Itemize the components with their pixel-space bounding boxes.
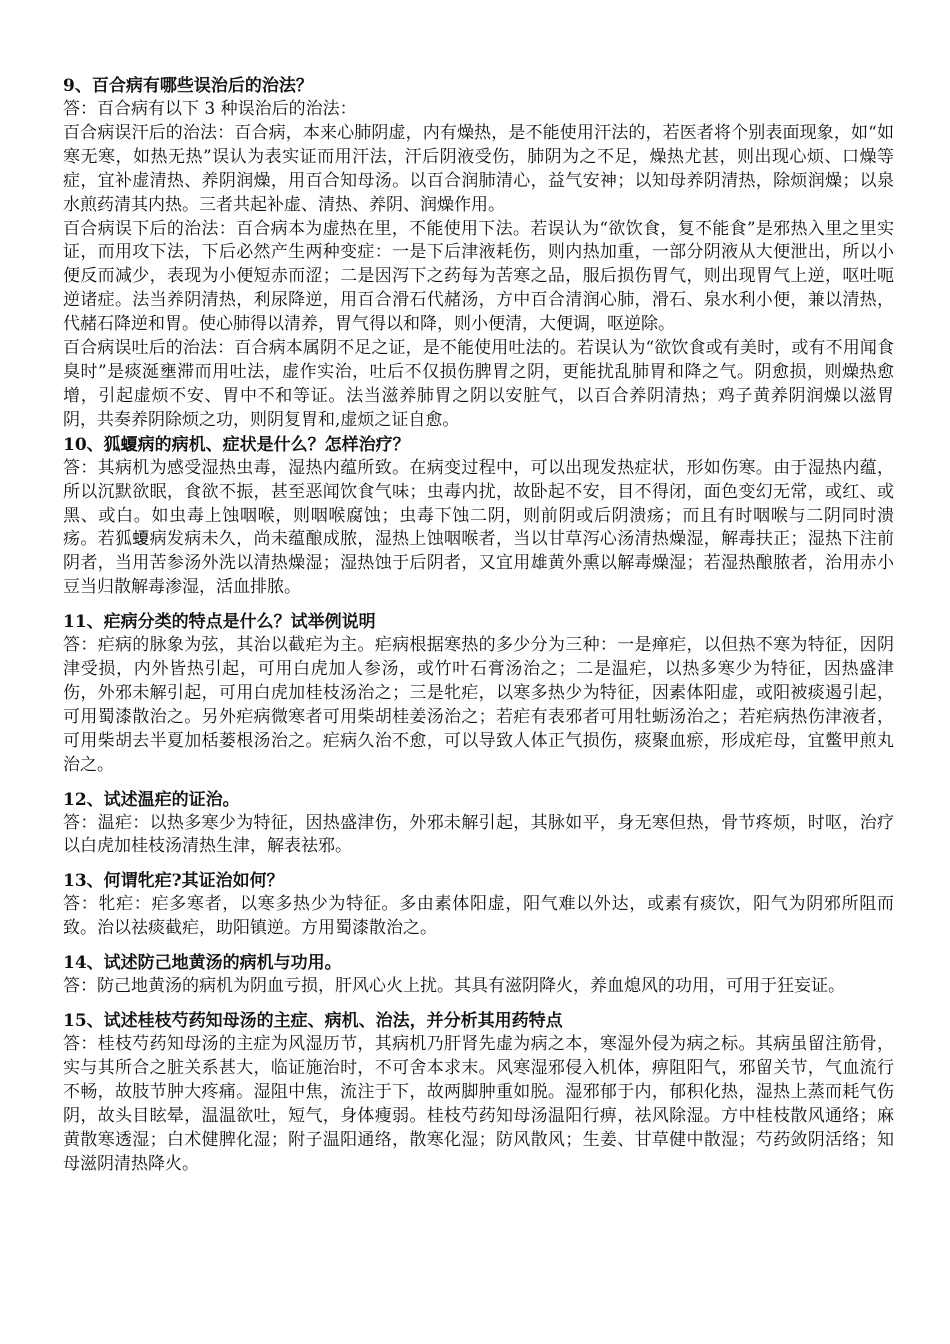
answer-paragraph: 答：温疟：以热多寒少为特征，因热盛津伤，外邪未解引起，其脉如平，身无寒但热，骨节疼烦，时呕，治疗以白虎加桂枝汤清热生津，解表祛邪。: [63, 812, 894, 857]
question-heading: 11、疟病分类的特点是什么？试举例说明: [63, 612, 376, 633]
question-heading: 14、试述防己地黄汤的病机与功用。: [63, 953, 342, 974]
answer-paragraph: 百合病误吐后的治法：百合病本属阴不足之证，是不能使用吐法的。若误认为“欲饮食或有美时，或有不用闻食臭时”是痰涎壅滞而用吐法，虚作实治，吐后不仅损伤脾胃之阴，更能扰乱肺胃和降之气。阴愈损，则燥热愈增，引起虚烦不安、胃中不和等证。法当滋养肺胃之阴以安脏气，以百合养阴清热；鸡子黄养阴润燥以滋胃阴，共奏养阴除烦之功，则阴复胃和,虚烦之证自愈。: [63, 338, 894, 430]
answer-paragraph: 答：桂枝芍药知母汤的主症为风湿历节，其病机乃肝肾先虚为病之本，寒湿外侵为病之标。其病虽留注筋骨，实与其所合之脏关系甚大，临证施治时，不可舍本求末。风寒湿邪侵入机体，痹阻阳气，邪留关节，气血流行不畅，故肢节肿大疼痛。湿阻中焦，流注于下，故两脚肿重如脱。湿邪郁于内，郁积化热，湿热上蒸而耗气伤阴，故头目眩晕，温温欲吐，短气，身体瘦弱。桂枝芍药知母汤温阳行痹，祛风除湿。方中桂枝散风通络；麻黄散寒透湿；白术健脾化湿；附子温阳通络，散寒化湿；防风散风；生姜、甘草健中散湿；芍药敛阴活络；知母滋阴清热降火。: [63, 1034, 894, 1174]
qa-section-14: [63, 951, 894, 999]
answer-paragraph: 答：牝疟：疟多寒者，以寒多热少为特征。多由素体阳虚，阳气难以外达，或素有痰饮，阳气为阴邪所阻而致。治以祛痰截疟，助阳镇逆。方用蜀漆散治之。: [63, 894, 894, 939]
answer-paragraph: 百合病误汗后的治法：百合病，本来心肺阴虚，内有燥热，是不能使用汗法的，若医者将个别表面现象，如“如寒无寒，如热无热”误认为表实证而用汗法，汗后阴液受伤，肺阴为之不足，燥热尤甚，则出现心烦、口燥等症，宜补虚清热、养阴润燥，用百合知母汤。以百合润肺清心，益气安神；以知母养阴清热，除烦润燥；以泉水煎药清其内热。三者共起补虚、清热、养阴、润燥作用。: [63, 122, 894, 215]
answer-paragraph: 百合病误下后的治法：百合病本为虚热在里，不能使用下法。若误认为“欲饮食，复不能食”是邪热入里之里实证，而用攻下法，下后必然产生两种变症：一是下后津液耗伤，则内热加重，一部分阴液从大便泄出，所以小便反而减少，表现为小便短赤而涩；二是因泻下之药每为苦寒之品，服后损伤胃气，则出现胃气上逆，呕吐呃逆诸症。法当养阴清热，利尿降逆，用百合滑石代赭汤，方中百合清润心肺，滑石、泉水利小便，兼以清热，代赭石降逆和胃。使心肺得以清养，胃气得以和降，则小便清，大便调，呕逆除。: [63, 218, 894, 335]
qa-section-11: [63, 610, 894, 777]
question-heading: 13、何谓牝疟?其证治如何？: [63, 871, 284, 892]
question-heading: 15、试述桂枝芍药知母汤的主症、病机、治法，并分析其用药特点: [63, 1011, 563, 1032]
answer-paragraph: 答：其病机为感受湿热虫毒，湿热内蕴所致。在病变过程中，可以出现发热症状，形如伤寒。由于湿热内蕴，所以沉默欲眠，食欲不振，甚至恶闻饮食气味；虫毒内扰，故卧起不安，目不得闭，面色变幻无常，或红、或黑、或白。如虫毒上蚀咽喉，则咽喉腐蚀；虫毒下蚀二阴，则前阴或后阴溃疡；而且有时咽喉与二阴同时溃疡。若狐𧏡病发病未久，尚未蕴酿成脓，湿热上蚀咽喉者，当以甘草泻心汤清热燥湿，解毒扶正；湿热下注前阴者，当用苦参汤外洗以清热燥湿；湿热蚀于后阴者，又宜用雄黄外熏以解毒燥湿；若湿热酿脓者，治用赤小豆当归散解毒渗湿，活血排脓。: [63, 457, 894, 598]
answer-paragraph: 答：疟病的脉象为弦，其治以截疟为主。疟病根据寒热的多少分为三种：一是瘅疟，以但热不寒为特征，因阴津受损，内外皆热引起，可用白虎加人参汤，或竹叶石膏汤治之；二是温疟，以热多寒少为特征，因热盛津伤，外邪未解引起，可用白虎加桂枝汤治之；三是牝疟，以寒多热少为特征，因素体阳虚，或阳被痰遏引起，可用蜀漆散治之。另外疟病微寒者可用柴胡桂姜汤治之；若疟有表邪者可用牡蛎汤治之；若疟病热伤津液者，可用柴胡去半夏加栝蒌根汤治之。疟病久治不愈，可以导致人体正气损伤，痰聚血瘀，形成疟母，宜鳖甲煎丸治之。: [63, 635, 894, 775]
qa-section-10: [63, 433, 894, 600]
qa-section-13: [63, 869, 894, 941]
answer-paragraph: 答：防己地黄汤的病机为阴血亏损，肝风心火上扰。其具有滋阴降火，养血熄风的功用，可用于狂妄证。: [63, 976, 845, 997]
qa-section-9: [63, 74, 894, 433]
answer-intro: 答：百合病有以下 3 种误治后的治法：: [63, 99, 357, 119]
question-heading: 10、狐𧏡病的病机、症状是什么？怎样治疗？: [63, 434, 410, 455]
question-heading: 12、试述温疟的证治。: [63, 789, 240, 810]
qa-section-12: [63, 788, 894, 860]
qa-section-15: [63, 1009, 894, 1176]
question-heading: 9、百合病有哪些误治后的治法？: [63, 76, 313, 96]
